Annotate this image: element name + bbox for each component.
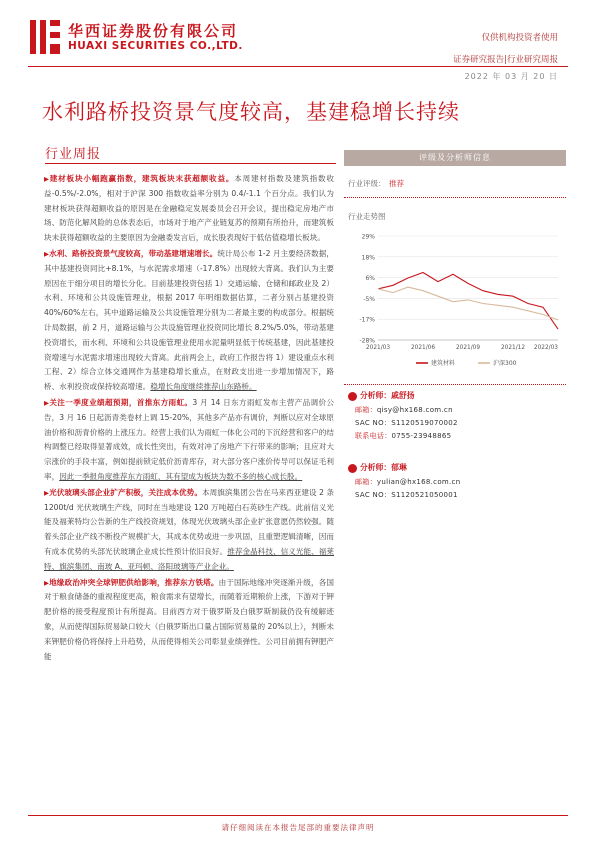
rating-box-title: 评级及分析师信息 [344,150,566,166]
chart-x-tick-label: 2021/12 [500,345,526,351]
chart-y-ticks [359,234,375,345]
analyst-1-phone [355,431,451,441]
email-label: 邮箱： [355,478,377,486]
paragraph-recommendation: 推荐金晶科技、信义光能、福莱特、旗滨集团、南玻 A、亚玛顿、洛阳玻璃等产业企业。 [44,546,334,571]
paragraph-text-tail: ，其有望成为板块为数不多的核心成长股。 [157,471,303,481]
report-body [44,172,334,812]
analyst-name-text: 分析师：郁琳 [360,463,407,472]
paragraph-heading: 光伏玻璃头部企业扩产积极，关注成本优势。 [49,487,202,497]
analyst-person-icon [348,464,357,473]
analyst-name-text: 分析师：戚舒扬 [360,391,415,400]
email-value[interactable]: qisy@hx168.com.cn [376,406,453,414]
analyst-2-name [348,462,407,473]
paragraph-heading: 关注一季度业绩超预期，首推东方雨虹。 [49,397,193,407]
paragraph-pv-glass [44,486,334,575]
company-name-cn: 华西证券股份有限公司 [68,22,239,40]
chart-y-tick-label: -17% [359,316,375,324]
analyst-1-email [355,405,453,415]
arrow-bullet-icon: ▶ [44,578,50,587]
analyst-1-name [348,390,415,401]
paragraph-text: 本周建材指数及建筑指数收益-0.5%/-2.0%，相对于沪深 300 指数收益率分别为 0.4/-1.1 个百分点。我们认为建材板块获得超额收益的原因是在金融稳定发展委员会召开会议，提出稳定房地产市场、防范化解风险的总体表态后，市场对于地产产业链复苏的预期有所抬升，而建筑板块未获得超额收益的主要原因为金融委发言后，成长股表现好于低估值稳增长板块。 [44,174,334,243]
chart-series-line [378,273,558,330]
trend-chart-label: 行业走势图 [348,212,386,221]
analyst-1-sac [355,418,458,428]
chart-y-tick-label: 29% [361,233,375,241]
audience-note: 仅供机构投资者使用 [481,33,558,43]
section-label: 行业周报 [45,147,102,162]
arrow-bullet-icon: ▶ [44,249,50,258]
paragraph-potash [44,576,334,665]
huaxi-logo-icon [28,16,62,56]
paragraph-recommendation: 稳增长角度继续推荐山东路桥。 [150,382,257,392]
chart-x-ticks [366,345,558,351]
analyst-2-sac [355,490,458,500]
phone-value: 0755-23948865 [391,432,452,440]
paragraph-heading: 建材板块小幅跑赢指数，建筑板块末获超额收益。 [49,174,235,183]
chart-legend-label: 沪深300 [493,360,517,367]
paragraph-infrastructure [44,247,334,395]
chart-x-tick-label: 2021/09 [455,345,481,351]
analyst-person-icon [348,392,357,401]
company-name-en: HUAXI SECURITIES CO.,LTD. [68,40,243,52]
paragraph-construction-index [44,172,334,246]
header-rule [28,66,568,67]
footer-rule [28,815,568,816]
chart-y-tick-label: -5% [363,295,375,303]
chart-x-tick-label: 2021/06 [410,345,436,351]
chart-legend [416,359,517,367]
arrow-bullet-icon: ▶ [44,488,50,497]
paragraph-heading: 水利、路桥投资景气度较高，带动基建增速增长。 [49,248,218,258]
paragraph-text: 统计局公布 1-2 月主要经济数据，其中基建投资同比+8.1%，与水泥需求增速（-17.8%）出现较大背离。我们认为主要原因在于细分项目的增长分化。目前基建投资包括 1）交通运输、仓储和邮政业及 2）水利、环境和公共设施管理业，根据 2017 年明细数据估算，二者分别占基建投资 40%/60%左右，其中道路运输及公共设施管理分别为二者最主要的构成部分。根据统计局数据，前 2 月，道路运输与公共设施管理业投资同比增长 8.2%/5.0%，带动基建投资增长，而水利、环境和公共设施管理业使用水泥量明显低于传统基建，因此基建投资增速与水泥需求增速出现较大背离。此前两会上，政府工作报告将 1）建设重点水利工程、2）综合立体交通网作为基建稳增长重点，在财政支出进一步增加情况下，路桥、水利投资或保持较高增速。 [44,248,334,392]
arrow-bullet-icon: ▶ [44,175,50,183]
divider [344,197,566,198]
sac-value: S1120519070002 [391,419,458,427]
sac-label: SAC NO： [355,491,392,499]
rating-label: 行业评级： [348,179,386,188]
paragraph-text: 3 月 14 日东方雨虹发布主营产品调价公告，3 月 16 日起沥青类卷材上调 15-20%，其他多产品亦有调价，判断以应对全球原油价格和沥青价格的上涨压力。经营上我们认为雨虹一体化公司的下沉经营和客户的结构调整已经取得显著成效，成长性突出，有效对冲了房地产下行带来的影响；且应对大宗涨价的手段丰富，例如提前锁定低价沥青库存，对大部分客户涨价传导可以保证毛利率， [44,397,334,481]
industry-trend-chart [344,228,566,378]
chart-legend-label: 建筑材料 [431,360,456,367]
sac-value: S1120521050001 [391,491,458,499]
paragraph-heading: 地缘政治冲突全球钾肥供给影响，推荐东方铁塔。 [49,577,219,587]
arrow-bullet-icon: ▶ [44,398,50,407]
phone-label: 联系电话： [355,432,392,440]
report-category: 证券研究报告|行业研究周报 [453,55,558,65]
report-title: 水利路桥投资景气度较高，基建稳增长持续 [42,100,460,124]
chart-y-tick-label: 18% [361,254,375,262]
chart-y-tick-label: -28% [359,337,375,345]
paragraph-recommendation: 因此一季报角度推荐东方雨虹 [59,471,158,481]
chart-series-line [378,287,558,320]
email-label: 邮箱： [355,406,377,414]
paragraph-oriental-yuhong [44,396,334,485]
sac-label: SAC NO： [355,419,392,427]
footer-disclaimer: 请仔细阅读在本报告尾部的重要法律声明 [221,823,375,832]
chart-series [378,273,558,330]
divider [344,384,566,385]
chart-y-tick-label: 6% [365,275,375,283]
email-value[interactable]: yulian@hx168.com.cn [376,478,461,486]
rating-value: 推荐 [389,179,404,188]
chart-x-tick-label: 2021/03 [365,345,391,351]
report-date: 2022 年 03 月 20 日 [464,72,558,81]
section-rule [45,163,336,164]
analyst-2-email [355,477,460,487]
paragraph-text: 本周旗滨集团公告在马来西亚建设 2 条 1200t/d 光伏玻璃生产线，同时在当地建设 120 万吨超白石英砂生产线。此前信义光能及福莱特均公告新的生产线投资规划，体现光伏玻璃头部企业扩张意愿仍然较强。随着头部企业产线不断投产规模扩大，其成本优势或进一步巩固，且重塑逻辑清晰，因而有成本优势的头部光伏玻璃企业成长性预计依旧良好。 [44,487,334,556]
paragraph-text: 由于国际地缘冲突逐渐升级，各国对于粮食储备的重视程度更高，粮食需求有望增长，而随着近期粮价上涨，下游对于钾肥价格的接受程度预计有所提高。目前西方对于俄罗斯及白俄罗斯制裁仍没有缓解迹象，从而使得国际贸易缺口较大（白俄罗斯出口量占国际贸易量的 20%以上），判断未来钾肥价格仍将保持上升趋势，从而使得相关公司彰显业绩弹性。公司目前拥有钾肥产能 [44,577,334,661]
chart-x-tick-label: 2022/03 [533,345,558,351]
